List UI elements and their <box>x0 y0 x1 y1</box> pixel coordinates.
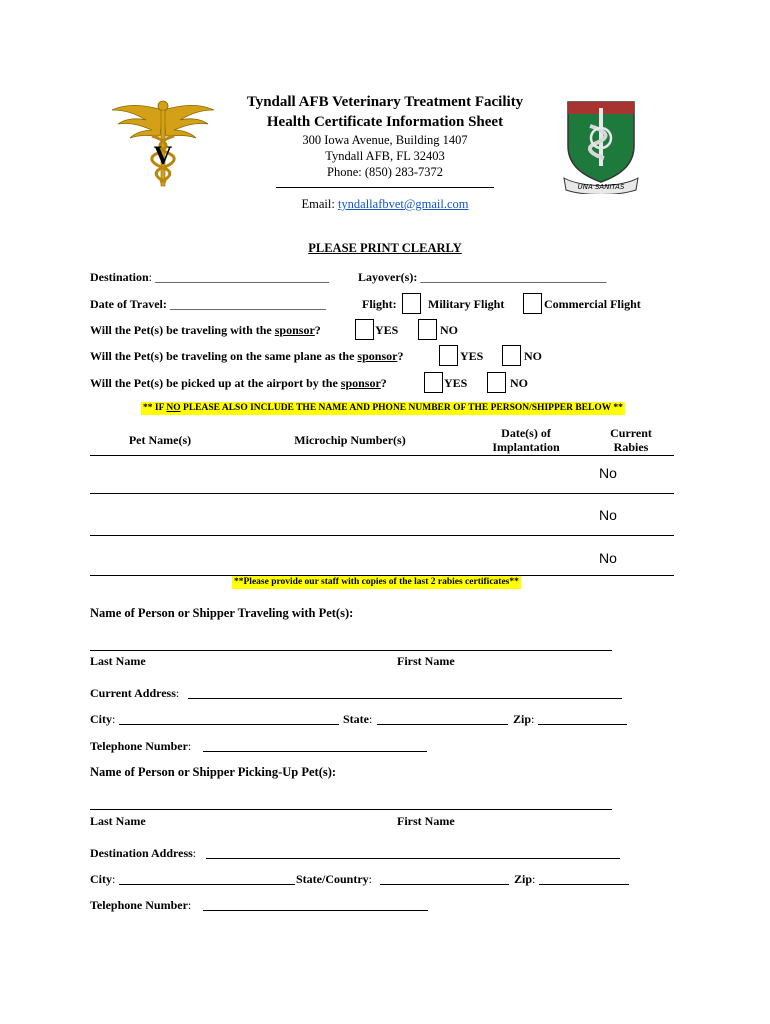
shipper-notice: ** IF NO PLEASE ALSO INCLUDE THE NAME AND PHONE NUMBER OF THE PERSON/SHIPPER BELOW ** <box>143 403 623 413</box>
pickup-state-field[interactable] <box>380 884 509 885</box>
traveler-state-field[interactable] <box>377 724 508 725</box>
commercial-flight-label: Commercial Flight <box>544 297 641 311</box>
date-row <box>90 297 326 312</box>
traveler-city-label: City: <box>90 712 116 726</box>
traveler-zip-label: Zip: <box>513 712 535 726</box>
question-traveling-with-sponsor: Will the Pet(s) be traveling with the sponsor? <box>90 323 321 337</box>
form-subtitle: Health Certificate Information Sheet <box>266 114 504 130</box>
traveler-zip-field[interactable] <box>538 724 627 725</box>
pickup-first-name-label: First Name <box>397 814 455 828</box>
row-2-rabies-value[interactable]: No <box>599 507 617 523</box>
pickup-address-label: Destination Address: <box>90 846 197 860</box>
pickup-phone-label: Telephone Number: <box>90 898 192 912</box>
traveler-first-name-label: First Name <box>397 654 455 668</box>
traveler-address-field[interactable] <box>188 698 622 699</box>
pickup-state-label: State/Country: <box>296 872 373 886</box>
rabies-certificate-notice: **Please provide our staff with copies of the last 2 rabies certificates** <box>234 577 519 587</box>
q1-no-label: NO <box>440 323 458 337</box>
col-microchip: Microchip Number(s) <box>294 433 406 447</box>
traveler-name-field[interactable] <box>90 650 612 651</box>
pickup-phone-field[interactable] <box>203 910 428 911</box>
pickup-city-field[interactable] <box>119 884 295 885</box>
pickup-last-name-label: Last Name <box>90 814 146 828</box>
flight-label: Flight: <box>362 297 397 311</box>
header-divider <box>276 187 494 188</box>
traveler-phone-field[interactable] <box>203 751 427 752</box>
table-header-rule <box>90 455 674 456</box>
traveler-state-label: State: <box>343 712 373 726</box>
pickup-address-field[interactable] <box>206 858 620 859</box>
date-field[interactable]: __________________________ <box>169 297 326 311</box>
email-link[interactable]: tyndallafbvet@gmail.com <box>337 197 469 211</box>
phone-number: Phone: (850) 283-7372 <box>327 165 443 179</box>
col-implantation-date: Date(s) of Implantation <box>492 426 560 454</box>
pickup-zip-field[interactable] <box>539 884 629 885</box>
q3-no-checkbox[interactable] <box>487 372 506 393</box>
address-line-2: Tyndall AFB, FL 32403 <box>325 149 445 163</box>
date-label: Date of Travel: <box>90 297 167 311</box>
pickup-heading: Name of Person or Shipper Picking-Up Pet(s): <box>90 765 337 779</box>
traveler-last-name-label: Last Name <box>90 654 146 668</box>
q2-no-checkbox[interactable] <box>502 345 521 366</box>
print-clearly-instruction: PLEASE PRINT CLEARLY <box>308 241 462 255</box>
pickup-city-label: City: <box>90 872 116 886</box>
destination-field[interactable]: _____________________________ <box>155 270 330 284</box>
q1-yes-checkbox[interactable] <box>355 319 374 340</box>
layovers-field[interactable]: _______________________________ <box>420 270 607 284</box>
question-same-plane: Will the Pet(s) be traveling on the same plane as the sponsor? <box>90 349 404 363</box>
q3-yes-label: YES <box>444 376 468 390</box>
q2-yes-label: YES <box>460 349 484 363</box>
pickup-zip-label: Zip: <box>514 872 536 886</box>
caduceus-letter: V <box>153 141 173 170</box>
crest-motto: UNA SANITAS <box>577 183 625 191</box>
layovers-label: Layover(s): <box>358 270 418 284</box>
question-picked-up-by-sponsor: Will the Pet(s) be picked up at the airport by the sponsor? <box>90 376 387 390</box>
commercial-flight-checkbox[interactable] <box>523 293 542 314</box>
traveler-city-field[interactable] <box>119 724 339 725</box>
col-pet-name: Pet Name(s) <box>128 433 192 447</box>
form-title: Tyndall AFB Veterinary Treatment Facility <box>246 94 524 110</box>
email-label: Email: <box>301 197 335 211</box>
traveler-heading: Name of Person or Shipper Traveling with Pet(s): <box>90 606 354 620</box>
destination-label: Destination <box>90 270 149 284</box>
email-row <box>230 197 540 212</box>
layovers-row <box>358 270 606 285</box>
q3-no-label: NO <box>510 376 528 390</box>
pickup-name-field[interactable] <box>90 809 612 810</box>
military-flight-checkbox[interactable] <box>402 293 421 314</box>
q1-no-checkbox[interactable] <box>418 319 437 340</box>
row-1-rabies-value[interactable]: No <box>599 465 617 481</box>
traveler-address-label: Current Address: <box>90 686 180 700</box>
address-line-1: 300 Iowa Avenue, Building 1407 <box>302 133 468 147</box>
military-flight-label: Military Flight <box>428 297 505 311</box>
q2-no-label: NO <box>524 349 542 363</box>
traveler-phone-label: Telephone Number: <box>90 739 192 753</box>
unit-crest-icon <box>562 96 640 194</box>
q2-yes-checkbox[interactable] <box>439 345 458 366</box>
caduceus-logo-icon <box>108 96 218 188</box>
destination-row: Destination: _____________________________ <box>90 270 330 284</box>
table-row-1-rule <box>90 493 674 494</box>
q1-yes-label: YES <box>375 323 399 337</box>
table-row-2-rule <box>90 535 674 536</box>
col-current-rabies: Current Rabies <box>610 426 652 454</box>
q3-yes-checkbox[interactable] <box>424 372 443 393</box>
row-3-rabies-value[interactable]: No <box>599 550 617 566</box>
